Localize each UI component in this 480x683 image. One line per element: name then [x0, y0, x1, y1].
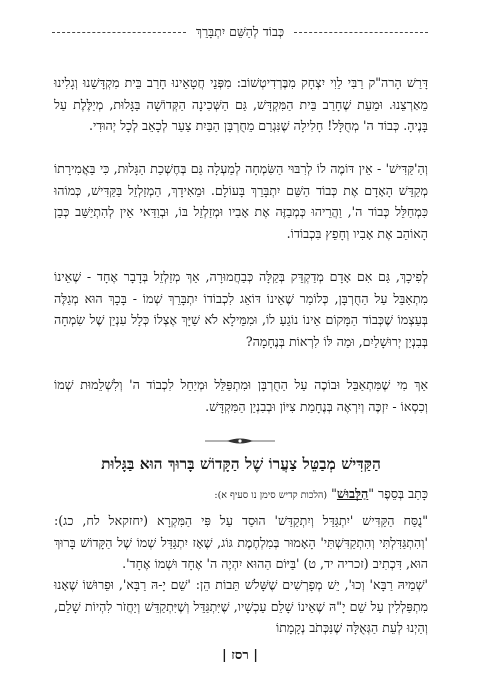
- header-rule-left: [52, 32, 186, 33]
- paragraph: "נֻסַּח הַקַּדִּישׁ 'יִתְגַּדַּל וְיִתְקַדַּשׁ' הוּסַד עַל פִּי הַמִּקְרָא (יחזקאל לח, כג): 'וְהִתְגַּדִּלְתִּי וְהִתְקַדִּשְׁתִּי' הָאָמוּר בְּמִלְחֶמֶת גּוֹג, שֶׁאָז יִתְגַּדַּל שְׁמוֹ שֶׁל הַקָּדוֹשׁ בָּרוּךְ הוּא, דִּכְתִיב (זכריה יד, ט) 'בַּיּוֹם הַהוּא יִהְיֶה ה' אֶחָד וּשְׁמוֹ אֶחָד'.: [54, 513, 428, 572]
- section-title: הַקַּדִּישׁ מְבַטֵּל צַעֲרוֹ שֶׁל הַקָּדוֹשׁ בָּרוּךְ הוּא בַּגָּלוּת: [101, 454, 381, 473]
- source-intro: כָּתַב בְּסֵפֶר ": [368, 486, 428, 501]
- running-header: [52, 20, 428, 44]
- header-title: כְּבוֹד לְהַשֵּׁם יִתְבָּרֵךְ: [195, 24, 285, 39]
- paragraph: 'שְׁמֵיהּ רַבָּא' וְכוּ', יֵשׁ מְפָרְשִׁים שֶׁשָּׁלֹשׁ תֵּבוֹת הֵן: 'שֵׁם יָ-הּ רַבָּא', וּפֵרוּשׁוֹ שֶׁאָנוּ מִתְפַּלְלִין עַל שֵׁם יָ"הּ שֶׁאֵינוֹ שָׁלֵם עַכְשָׁיו, שֶׁיִּתְגַּדֵּל וְשֶׁיִּתְקַדֵּשׁ וְיַחֲזֹר לִהְיוֹת שָׁלֵם, וְהַיְנוּ לְעֵת הַגְּאֻלָּה שֶׁנִּכְּתֹב נְקָמָתוֹ: [54, 577, 428, 636]
- paragraph: וְהַ'קַּדִּישׁ' - אֵין דּוֹמֶה לוֹ לְרִבּוּי הַשִּׂמְחָה לְמַעְלָה גַּם בְּחֶשְׁכַת הַגָּלוּת, כִּי בַּאֲמִירָתוֹ מְקַדֵּשׁ הָאָדָם אֶת כְּבוֹד הַשֵּׁם יִתְבָּרֵךְ בָּעוֹלָם. וּמֵאִידָךְ, הַמְזַלְזֵל בַּקַּדִּישׁ, כְּמוֹהוּ כִּמְחַלֵּל כְּבוֹד ה', וַהֲרֵיהוּ כְּמְבַזֶּה אֶת אָבִיו וּמְזַלְזֵל בּוֹ, וּבְוַדַּאי אֵין לְהִתְיַשֵּׁב כְּבֵן הָאוֹהֵב אֶת אָבִיו וְחָפֵץ בִּכְבוֹדוֹ.: [54, 161, 428, 241]
- source-reference: (הלכות קדיש סימן נו סעיף א):: [214, 490, 328, 501]
- paragraph: דָּרַשׁ הָרה"ק רַבִּי לֵוִי יִצְחָק מִבֶּרְדִיטְשׁוֹב: מִפְּנֵי חֲטָאֵינוּ חָרַב בֵּית מִקְדָּשֵׁנוּ וְגָלִינוּ מֵאַרְצֵנוּ. וּמֵעֵת שֶׁחָרַב בֵּית הַמִּקְדָּשׁ, גַּם הַשְּׁכִינָה הַקְּדוֹשָׁה בַּגָּלוּת, מְיַלֶּלֶת עַל בָּנֶיהָ. כְּבוֹד ה' מְחֻלָּל! חָלִילָה שֶׁנִּגְרַם מֵחֻרְבָּן הַבַּיִת צַעַר לְכָאֵב לְכָל יְהוּדִי.: [54, 75, 428, 134]
- page-number-bracket-open: |: [253, 648, 258, 663]
- paragraph: אַךְ מִי שֶׁמִּתְאַבֵּל וּבוֹכֶה עַל הַחֻרְבָּן וּמִתְפַּלֵּל וּמְיַחֵל לִכְבוֹד ה' וְלִשְׁלֵמוּת שְׁמוֹ וְכִסְאוֹ - יִזְכֶּה וְיִרְאֶה בְּנֶחָמַת צִיּוֹן וּבְבִנְיַן הַמִּקְדָּשׁ.: [54, 377, 428, 414]
- source-citation: [54, 486, 428, 502]
- paragraph: לְפִיכָךְ, גַּם אִם אָדָם מְדַקְדֵּק בְּקַלָּה כְּבַחֲמוּרָה, אַךְ מְזַלְזֵל בְּדָבָר אֶחָד - שֶׁאֵינוֹ מִתְאַבֵּל עַל הַחֻרְבָּן, כְּלוֹמַר שֶׁאֵינוֹ דּוֹאֵג לִכְבוֹדוֹ יִתְבָּרֵךְ שְׁמוֹ - בָּכָךְ הוּא מְגַלֶּה בְּעַצְמוֹ שֶׁכְּבוֹד הַמָּקוֹם אֵינוֹ נוֹגֵעַ לוֹ, וּמִמֵּילָא לֹא שַׁיָּךְ אֶצְלוֹ כְּלָל עִנְיַן שֶׁל שִׂמְחָה בְּבִנְיַן יְרוּשָׁלַיִם, וּמַה לּוֹ לִרְאוֹת בְּנֶחָמָה?: [54, 269, 428, 349]
- section-divider-ornament: [205, 436, 275, 446]
- source-book-title: הַלְּבוּשׁ: [336, 486, 369, 501]
- header-rule-right: [294, 32, 428, 33]
- page-number: [190, 644, 290, 668]
- page-number-value: רסז: [231, 648, 249, 663]
- page-number-bracket-close: |: [222, 648, 227, 663]
- source-close-quote: ": [331, 486, 337, 501]
